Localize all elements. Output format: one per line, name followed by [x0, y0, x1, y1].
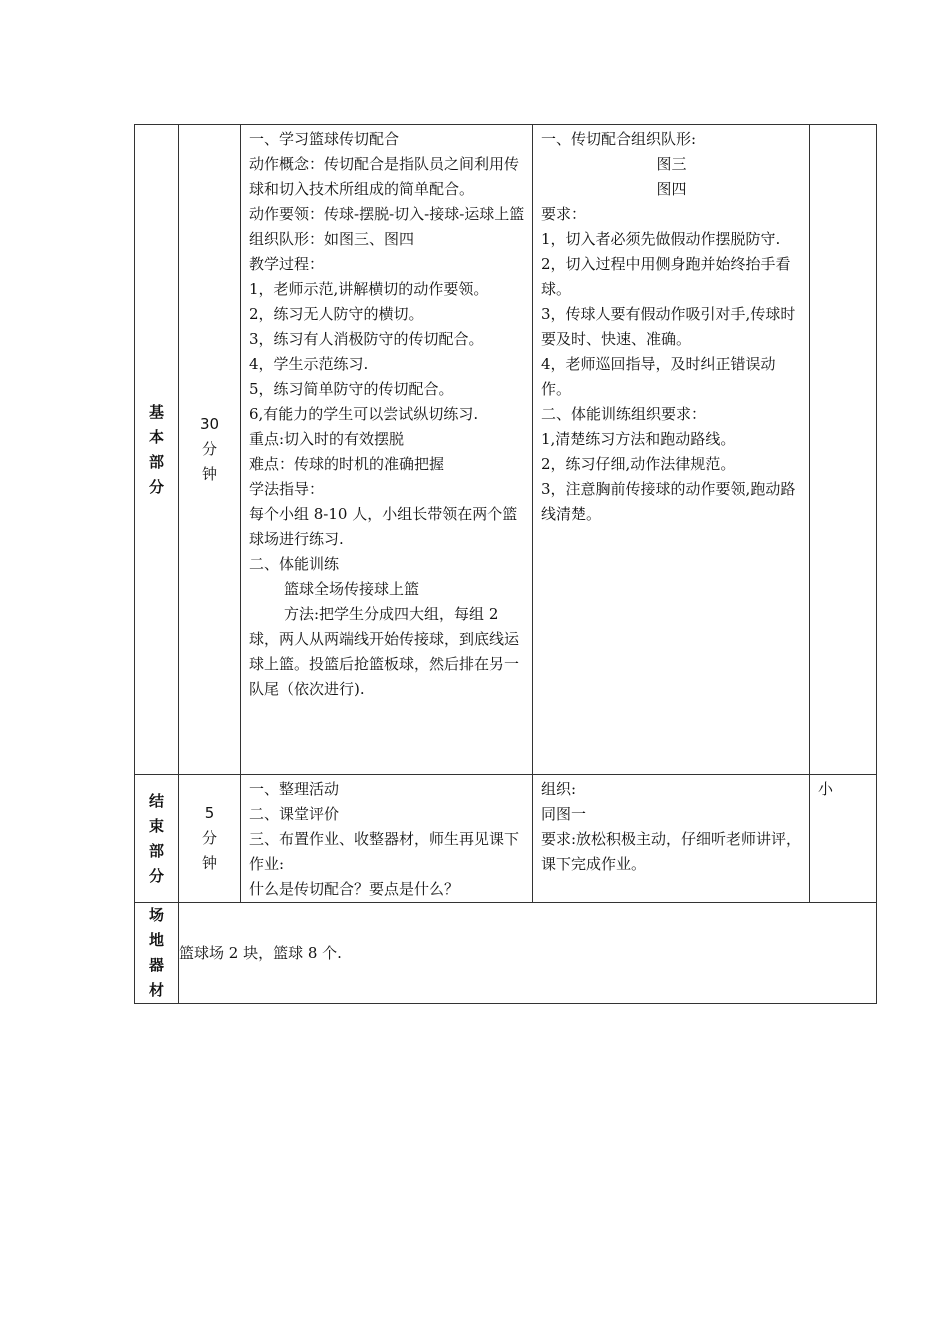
end-part-row [135, 775, 877, 903]
lesson-plan-table [134, 124, 877, 1004]
end-part-label: 结 束 部 分 [135, 775, 179, 903]
figure-4-label: 图四 [656, 180, 687, 198]
end-part-organization: 组织: 同图一 要求:放松积极主动，仔细听老师讲评，课下完成作业。 [533, 775, 810, 903]
figure-3-label: 图三 [656, 155, 687, 173]
venue-equipment-text: 篮球场 2 块，篮球 8 个. [179, 903, 877, 1004]
basic-part-note [810, 125, 877, 775]
end-part-content: 一、整理活动 二、课堂评价 三、布置作业、收整器材，师生再见课下作业: 什么是传切配合？要点是什么？ [241, 775, 533, 903]
basic-part-label: 基 本 部 分 [135, 125, 179, 775]
basic-part-organization: 一、传切配合组织队形: 图三 图四 要求： 1，切入者必须先做假动作摆脱防守. 2，切入过程中用侧身跑并始终抬手看球。 3，传球人要有假动作吸引对手,传球时要及时、快速、准确。 4，老师巡回指导，及时纠正错误动作。 二、体能训练组织要求： 1,清楚练习方法和跑动路线。 2，练习仔细,动作法律规范。 3，注意胸前传接球的动作要领,跑动路线清楚。 [533, 125, 810, 775]
basic-part-content: 一、学习篮球传切配合 动作概念：传切配合是指队员之间利用传球和切入技术所组成的简单配合。 动作要领：传球-摆脱-切入-接球-运球上篮 组织队形：如图三、图四 教学过程： 1，老师示范,讲解横切的动作要领。 2，练习无人防守的横切。 3，练习有人消极防守的传切配合。 4，学生示范练习. 5，练习简单防守的传切配合。 6,有能力的学生可以尝试纵切练习. 重点:切入时的有效摆脱 难点：传球的时机的准确把握 学法指导： 每个小组 8-10 人，小组长带领在两个篮球场进行练习. 二、体能训练 篮球全场传接球上篮 方法:把学生分成四大组，每组 2 球，两人从两端线开始传接球，到底线运球上篮。投篮后抢篮板球，然后排在另一队尾（依次进行). [241, 125, 533, 775]
end-part-time: 5 分 钟 [179, 775, 241, 903]
end-part-note: 小 [810, 775, 877, 903]
basic-part-time: 30 分 钟 [179, 125, 241, 775]
venue-equipment-label: 场 地 器 材 [135, 903, 179, 1004]
venue-equipment-row [135, 903, 877, 1004]
basic-part-row [135, 125, 877, 775]
